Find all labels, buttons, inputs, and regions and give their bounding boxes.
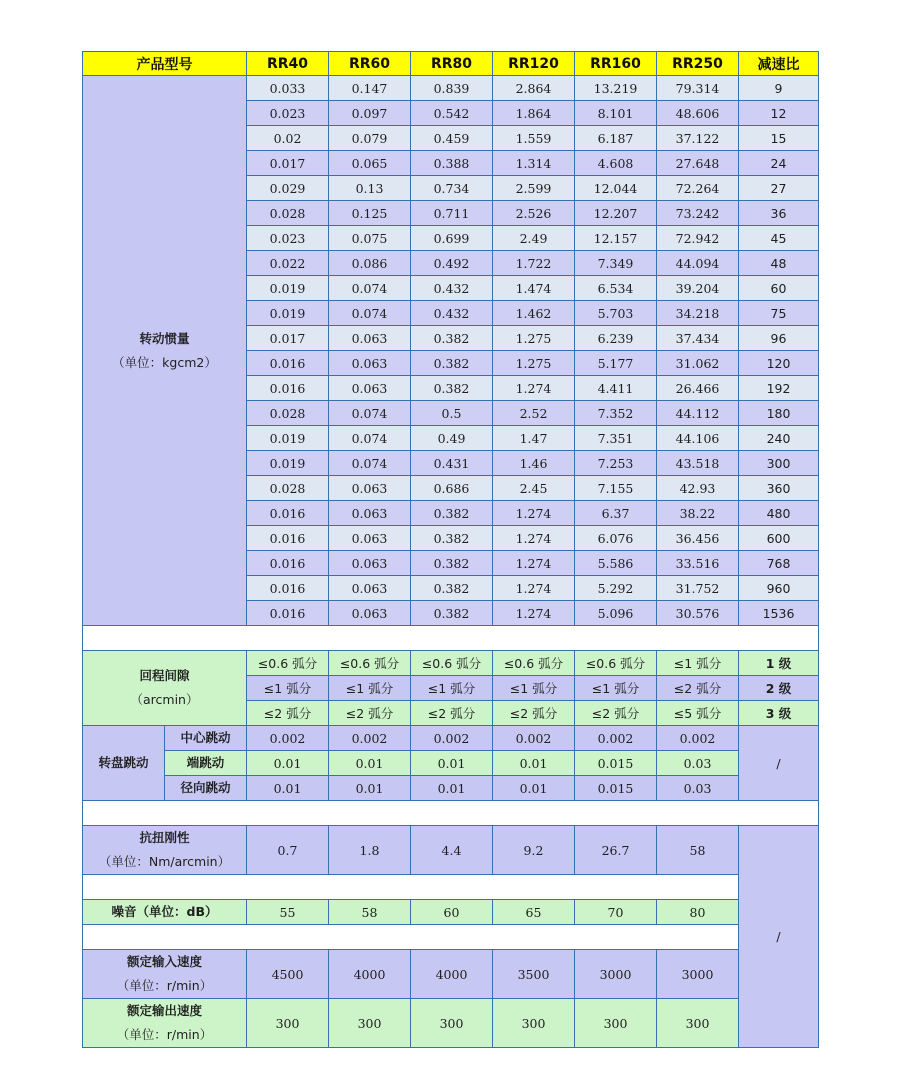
backlash-value-cell: ≤0.6 弧分 [411, 651, 493, 676]
output-speed-row [83, 999, 819, 1048]
inertia-value-cell: 0.075 [329, 226, 411, 251]
inertia-value-cell: 1.722 [493, 251, 575, 276]
inertia-value-cell: 0.086 [329, 251, 411, 276]
header-rr60: RR60 [329, 52, 411, 76]
ratio-cell: 192 [739, 376, 819, 401]
inertia-value-cell: 1.275 [493, 326, 575, 351]
inertia-value-cell: 12.207 [575, 201, 657, 226]
inertia-value-cell: 0.065 [329, 151, 411, 176]
inertia-value-cell: 0.063 [329, 576, 411, 601]
inertia-value-cell: 6.239 [575, 326, 657, 351]
spacer-cell [83, 626, 819, 651]
inertia-value-cell: 1.864 [493, 101, 575, 126]
inertia-value-cell: 0.023 [247, 226, 329, 251]
inertia-value-cell: 1.559 [493, 126, 575, 151]
runout-value-cell: 0.01 [493, 776, 575, 801]
input-speed-row [83, 950, 819, 999]
backlash-value-cell: ≤1 弧分 [329, 676, 411, 701]
inertia-value-cell: 0.431 [411, 451, 493, 476]
stiffness-value-cell: 1.8 [329, 826, 411, 875]
inertia-value-cell: 0.063 [329, 326, 411, 351]
noise-value-cell: 70 [575, 900, 657, 925]
output-speed-value-cell: 300 [657, 999, 739, 1048]
inertia-value-cell: 5.292 [575, 576, 657, 601]
inertia-value-cell: 0.063 [329, 476, 411, 501]
backlash-value-cell: ≤2 弧分 [411, 701, 493, 726]
runout-value-cell: 0.03 [657, 751, 739, 776]
input-speed-label [83, 950, 247, 999]
inertia-value-cell: 1.314 [493, 151, 575, 176]
inertia-value-cell: 0.13 [329, 176, 411, 201]
output-speed-label [83, 999, 247, 1048]
inertia-value-cell: 2.864 [493, 76, 575, 101]
inertia-value-cell: 0.019 [247, 276, 329, 301]
inertia-value-cell: 0.016 [247, 551, 329, 576]
spacer-row [83, 875, 819, 900]
runout-value-cell: 0.002 [329, 726, 411, 751]
inertia-value-cell: 5.586 [575, 551, 657, 576]
runout-label [83, 726, 165, 801]
ratio-cell: 24 [739, 151, 819, 176]
lower-ratio-cell: / [739, 826, 819, 1048]
backlash-level-cell: 3 级 [739, 701, 819, 726]
input-speed-value-cell: 4000 [411, 950, 493, 999]
inertia-value-cell: 0.017 [247, 326, 329, 351]
inertia-row [83, 76, 819, 101]
inertia-value-cell: 0.839 [411, 76, 493, 101]
runout-row [83, 751, 819, 776]
backlash-value-cell: ≤5 弧分 [657, 701, 739, 726]
backlash-value-cell: ≤0.6 弧分 [493, 651, 575, 676]
input-speed-label-unit: （单位：r/min） [116, 978, 213, 993]
runout-ratio-cell: / [739, 726, 819, 801]
ratio-cell: 1536 [739, 601, 819, 626]
inertia-value-cell: 1.274 [493, 526, 575, 551]
backlash-value-cell: ≤1 弧分 [657, 651, 739, 676]
header-rr160: RR160 [575, 52, 657, 76]
inertia-value-cell: 0.49 [411, 426, 493, 451]
ratio-cell: 15 [739, 126, 819, 151]
ratio-cell: 96 [739, 326, 819, 351]
inertia-value-cell: 0.028 [247, 201, 329, 226]
header-row [83, 52, 819, 76]
stiffness-row [83, 826, 819, 875]
ratio-cell: 48 [739, 251, 819, 276]
inertia-value-cell: 0.063 [329, 601, 411, 626]
inertia-label-title: 转动惯量 [139, 330, 190, 346]
inertia-value-cell: 6.534 [575, 276, 657, 301]
inertia-value-cell: 6.187 [575, 126, 657, 151]
runout-sublabel [165, 726, 247, 751]
inertia-value-cell: 7.352 [575, 401, 657, 426]
inertia-value-cell: 0.388 [411, 151, 493, 176]
output-speed-value-cell: 300 [329, 999, 411, 1048]
ratio-cell: 9 [739, 76, 819, 101]
stiffness-value-cell: 26.7 [575, 826, 657, 875]
header-rr40: RR40 [247, 52, 329, 76]
backlash-value-cell: ≤0.6 弧分 [247, 651, 329, 676]
inertia-value-cell: 0.016 [247, 501, 329, 526]
inertia-value-cell: 0.382 [411, 576, 493, 601]
inertia-value-cell: 5.096 [575, 601, 657, 626]
inertia-value-cell: 2.599 [493, 176, 575, 201]
input-speed-label-title: 额定输入速度 [126, 954, 202, 969]
inertia-value-cell: 0.125 [329, 201, 411, 226]
inertia-value-cell: 1.46 [493, 451, 575, 476]
ratio-cell: 75 [739, 301, 819, 326]
inertia-value-cell: 0.033 [247, 76, 329, 101]
inertia-value-cell: 0.432 [411, 276, 493, 301]
backlash-value-cell: ≤2 弧分 [493, 701, 575, 726]
inertia-value-cell: 31.752 [657, 576, 739, 601]
inertia-value-cell: 12.157 [575, 226, 657, 251]
inertia-value-cell: 0.016 [247, 576, 329, 601]
inertia-value-cell: 0.063 [329, 551, 411, 576]
stiffness-value-cell: 0.7 [247, 826, 329, 875]
noise-label [83, 900, 247, 925]
ratio-cell: 12 [739, 101, 819, 126]
runout-label-title: 转盘跳动 [98, 755, 149, 770]
inertia-value-cell: 7.351 [575, 426, 657, 451]
backlash-value-cell: ≤1 弧分 [493, 676, 575, 701]
inertia-value-cell: 0.02 [247, 126, 329, 151]
inertia-value-cell: 0.686 [411, 476, 493, 501]
inertia-value-cell: 0.029 [247, 176, 329, 201]
inertia-value-cell: 37.122 [657, 126, 739, 151]
runout-value-cell: 0.002 [493, 726, 575, 751]
spacer-row [83, 925, 819, 950]
inertia-value-cell: 33.516 [657, 551, 739, 576]
inertia-value-cell: 0.016 [247, 601, 329, 626]
backlash-value-cell: ≤2 弧分 [575, 701, 657, 726]
ratio-cell: 768 [739, 551, 819, 576]
inertia-value-cell: 39.204 [657, 276, 739, 301]
ratio-cell: 45 [739, 226, 819, 251]
inertia-value-cell: 43.518 [657, 451, 739, 476]
inertia-value-cell: 0.382 [411, 351, 493, 376]
inertia-value-cell: 4.608 [575, 151, 657, 176]
inertia-value-cell: 1.462 [493, 301, 575, 326]
runout-value-cell: 0.002 [247, 726, 329, 751]
header-rr80: RR80 [411, 52, 493, 76]
ratio-cell: 120 [739, 351, 819, 376]
runout-sublabel [165, 776, 247, 801]
inertia-value-cell: 2.526 [493, 201, 575, 226]
backlash-label-title: 回程间隙 [139, 668, 190, 683]
inertia-value-cell: 5.177 [575, 351, 657, 376]
runout-value-cell: 0.01 [247, 776, 329, 801]
runout-sublabel-title: 中心跳动 [180, 730, 231, 745]
input-speed-value-cell: 3500 [493, 950, 575, 999]
backlash-value-cell: ≤1 弧分 [247, 676, 329, 701]
ratio-cell: 240 [739, 426, 819, 451]
header-model-cell: 产品型号 [83, 52, 247, 76]
input-speed-value-cell: 4500 [247, 950, 329, 999]
runout-value-cell: 0.01 [329, 751, 411, 776]
inertia-value-cell: 0.074 [329, 401, 411, 426]
ratio-cell: 960 [739, 576, 819, 601]
backlash-label [83, 651, 247, 726]
ratio-cell: 600 [739, 526, 819, 551]
output-speed-label-unit: （单位：r/min） [116, 1027, 213, 1042]
inertia-value-cell: 36.456 [657, 526, 739, 551]
inertia-value-cell: 0.028 [247, 476, 329, 501]
ratio-cell: 300 [739, 451, 819, 476]
backlash-level-cell: 1 级 [739, 651, 819, 676]
inertia-value-cell: 0.147 [329, 76, 411, 101]
backlash-value-cell: ≤2 弧分 [657, 676, 739, 701]
inertia-value-cell: 79.314 [657, 76, 739, 101]
ratio-cell: 60 [739, 276, 819, 301]
backlash-value-cell: ≤0.6 弧分 [329, 651, 411, 676]
inertia-value-cell: 0.432 [411, 301, 493, 326]
inertia-value-cell: 0.063 [329, 501, 411, 526]
ratio-cell: 360 [739, 476, 819, 501]
runout-value-cell: 0.015 [575, 751, 657, 776]
backlash-value-cell: ≤2 弧分 [329, 701, 411, 726]
spacer-cell [83, 925, 739, 950]
inertia-value-cell: 0.079 [329, 126, 411, 151]
inertia-value-cell: 0.019 [247, 301, 329, 326]
inertia-value-cell: 42.93 [657, 476, 739, 501]
stiffness-label-title: 抗扭刚性 [139, 830, 190, 845]
input-speed-value-cell: 3000 [657, 950, 739, 999]
ratio-cell: 36 [739, 201, 819, 226]
spacer-cell [83, 801, 819, 826]
runout-sublabel-title: 径向跳动 [180, 780, 231, 795]
inertia-value-cell: 0.734 [411, 176, 493, 201]
backlash-value-cell: ≤1 弧分 [411, 676, 493, 701]
inertia-value-cell: 73.242 [657, 201, 739, 226]
inertia-value-cell: 44.112 [657, 401, 739, 426]
inertia-label-unit: （单位：kgcm2） [112, 354, 217, 370]
inertia-value-cell: 0.028 [247, 401, 329, 426]
output-speed-value-cell: 300 [247, 999, 329, 1048]
inertia-value-cell: 38.22 [657, 501, 739, 526]
stiffness-label-unit: （单位：Nm/arcmin） [98, 854, 231, 869]
runout-row [83, 776, 819, 801]
inertia-value-cell: 1.274 [493, 551, 575, 576]
input-speed-value-cell: 3000 [575, 950, 657, 999]
runout-sublabel-title: 端跳动 [186, 755, 225, 770]
noise-value-cell: 55 [247, 900, 329, 925]
inertia-value-cell: 27.648 [657, 151, 739, 176]
inertia-value-cell: 8.101 [575, 101, 657, 126]
spacer-row [83, 626, 819, 651]
runout-row [83, 726, 819, 751]
inertia-value-cell: 0.019 [247, 426, 329, 451]
output-speed-value-cell: 300 [411, 999, 493, 1048]
inertia-value-cell: 1.274 [493, 601, 575, 626]
backlash-value-cell: ≤1 弧分 [575, 676, 657, 701]
noise-label-title: 噪音（单位：dB） [111, 904, 218, 919]
inertia-value-cell: 0.382 [411, 601, 493, 626]
runout-value-cell: 0.01 [411, 751, 493, 776]
inertia-value-cell: 0.074 [329, 426, 411, 451]
inertia-value-cell: 0.074 [329, 301, 411, 326]
header-rr250: RR250 [657, 52, 739, 76]
inertia-value-cell: 31.062 [657, 351, 739, 376]
stiffness-value-cell: 58 [657, 826, 739, 875]
backlash-row [83, 651, 819, 676]
header-rr120: RR120 [493, 52, 575, 76]
inertia-value-cell: 0.699 [411, 226, 493, 251]
runout-value-cell: 0.002 [411, 726, 493, 751]
inertia-value-cell: 0.074 [329, 276, 411, 301]
inertia-value-cell: 72.264 [657, 176, 739, 201]
runout-value-cell: 0.01 [493, 751, 575, 776]
runout-value-cell: 0.01 [247, 751, 329, 776]
noise-value-cell: 58 [329, 900, 411, 925]
inertia-value-cell: 44.094 [657, 251, 739, 276]
noise-value-cell: 65 [493, 900, 575, 925]
inertia-value-cell: 2.49 [493, 226, 575, 251]
spacer-cell [83, 875, 739, 900]
stiffness-label [83, 826, 247, 875]
inertia-value-cell: 30.576 [657, 601, 739, 626]
backlash-value-cell: ≤2 弧分 [247, 701, 329, 726]
inertia-value-cell: 0.5 [411, 401, 493, 426]
inertia-value-cell: 7.155 [575, 476, 657, 501]
inertia-value-cell: 6.37 [575, 501, 657, 526]
inertia-value-cell: 0.063 [329, 351, 411, 376]
inertia-value-cell: 0.016 [247, 376, 329, 401]
runout-value-cell: 0.01 [329, 776, 411, 801]
inertia-value-cell: 0.542 [411, 101, 493, 126]
inertia-value-cell: 1.274 [493, 576, 575, 601]
ratio-cell: 27 [739, 176, 819, 201]
inertia-value-cell: 0.017 [247, 151, 329, 176]
noise-value-cell: 80 [657, 900, 739, 925]
inertia-value-cell: 0.382 [411, 326, 493, 351]
inertia-value-cell: 0.459 [411, 126, 493, 151]
inertia-value-cell: 44.106 [657, 426, 739, 451]
inertia-value-cell: 0.711 [411, 201, 493, 226]
inertia-value-cell: 0.023 [247, 101, 329, 126]
inertia-value-cell: 37.434 [657, 326, 739, 351]
ratio-cell: 480 [739, 501, 819, 526]
inertia-value-cell: 0.063 [329, 376, 411, 401]
inertia-value-cell: 12.044 [575, 176, 657, 201]
inertia-value-cell: 0.382 [411, 376, 493, 401]
runout-value-cell: 0.015 [575, 776, 657, 801]
inertia-value-cell: 1.474 [493, 276, 575, 301]
inertia-value-cell: 2.45 [493, 476, 575, 501]
output-speed-label-title: 额定输出速度 [126, 1003, 202, 1018]
inertia-value-cell: 13.219 [575, 76, 657, 101]
inertia-value-cell: 6.076 [575, 526, 657, 551]
ratio-cell: 180 [739, 401, 819, 426]
inertia-value-cell: 0.097 [329, 101, 411, 126]
inertia-value-cell: 4.411 [575, 376, 657, 401]
inertia-value-cell: 1.274 [493, 376, 575, 401]
inertia-value-cell: 0.063 [329, 526, 411, 551]
inertia-value-cell: 7.253 [575, 451, 657, 476]
backlash-value-cell: ≤0.6 弧分 [575, 651, 657, 676]
inertia-value-cell: 7.349 [575, 251, 657, 276]
input-speed-value-cell: 4000 [329, 950, 411, 999]
stiffness-value-cell: 4.4 [411, 826, 493, 875]
inertia-value-cell: 0.019 [247, 451, 329, 476]
spec-table [82, 51, 819, 1048]
inertia-value-cell: 48.606 [657, 101, 739, 126]
noise-value-cell: 60 [411, 900, 493, 925]
inertia-value-cell: 0.382 [411, 526, 493, 551]
runout-value-cell: 0.002 [575, 726, 657, 751]
runout-value-cell: 0.002 [657, 726, 739, 751]
inertia-value-cell: 0.016 [247, 526, 329, 551]
inertia-value-cell: 1.47 [493, 426, 575, 451]
inertia-value-cell: 1.275 [493, 351, 575, 376]
inertia-value-cell: 0.382 [411, 501, 493, 526]
noise-row [83, 900, 819, 925]
stiffness-value-cell: 9.2 [493, 826, 575, 875]
inertia-value-cell: 1.274 [493, 501, 575, 526]
inertia-value-cell: 0.074 [329, 451, 411, 476]
inertia-value-cell: 0.022 [247, 251, 329, 276]
inertia-value-cell: 72.942 [657, 226, 739, 251]
inertia-value-cell: 5.703 [575, 301, 657, 326]
inertia-value-cell: 26.466 [657, 376, 739, 401]
output-speed-value-cell: 300 [575, 999, 657, 1048]
inertia-value-cell: 0.016 [247, 351, 329, 376]
inertia-value-cell: 0.382 [411, 551, 493, 576]
inertia-value-cell: 0.492 [411, 251, 493, 276]
header-ratio: 减速比 [739, 52, 819, 76]
inertia-value-cell: 34.218 [657, 301, 739, 326]
backlash-label-unit: （arcmin） [130, 692, 199, 707]
output-speed-value-cell: 300 [493, 999, 575, 1048]
inertia-label [83, 76, 247, 626]
backlash-level-cell: 2 级 [739, 676, 819, 701]
runout-sublabel [165, 751, 247, 776]
spacer-row [83, 801, 819, 826]
runout-value-cell: 0.03 [657, 776, 739, 801]
inertia-value-cell: 2.52 [493, 401, 575, 426]
runout-value-cell: 0.01 [411, 776, 493, 801]
